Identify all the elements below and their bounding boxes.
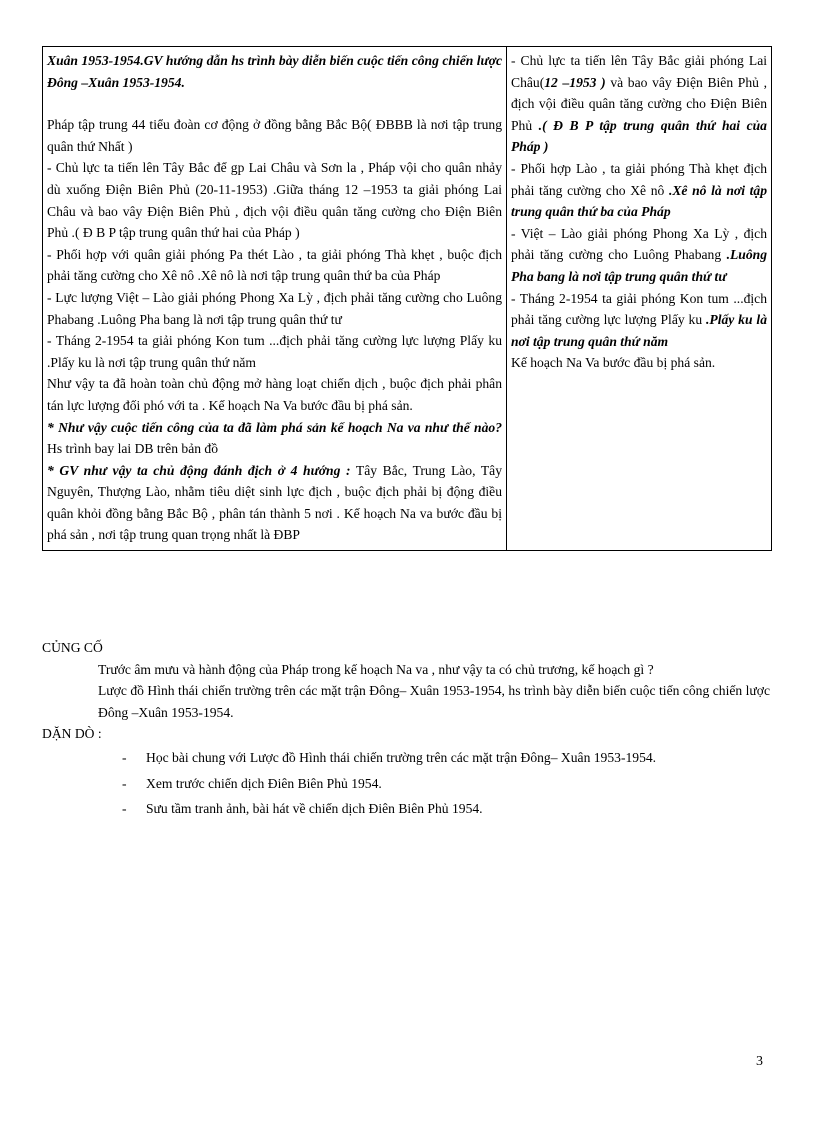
content-item: [511, 158, 767, 223]
content-emphasis: 12 –1953 ): [544, 74, 606, 90]
content-column: [507, 47, 772, 551]
lesson-table: [42, 46, 772, 551]
content-emphasis: .( Đ B P tập trung quân thứ hai của Pháp ): [511, 117, 767, 155]
paragraph: - Lực lượng Việt – Lào giải phóng Phong Xa Lỳ , địch phải tăng cường cho Luông Phabang .Luông Pha bang là nơi tập trung quân thứ tư: [47, 289, 502, 327]
list-item: [42, 773, 770, 795]
question-answer: Hs trình bay lai DB trên bản đồ: [47, 441, 219, 457]
bullet-dash: -: [122, 775, 127, 791]
content-text: - Việt – Lào giải phóng Phong Xa Lỳ , địch phải tăng cường cho Luông Phabang: [511, 225, 767, 263]
teacher-text: Tây Bắc, Trung Lào, Tây Nguyên, Thượng Lào, nhằm tiêu diệt sinh lực địch , buộc địch phải bị động điều quân khỏi đồng bằng Bắc Bộ , phân tán thành 5 nơi . Kế hoạch Na va bước đầu bị phá sản , nơi tập trung quan trọng nhất là ĐBP: [47, 462, 502, 543]
content-item: Kế hoạch Na Va bước đầu bị phá sản.: [511, 355, 716, 371]
content-text: - Chủ lực ta tiến lên Tây Bắc giải phóng Lai Châu(: [511, 53, 767, 90]
question-text: * Như vậy cuộc tiến công của ta đã làm phá sản kế hoạch Na va như thế nào?: [47, 419, 502, 435]
bullet-dash: -: [122, 749, 127, 765]
content-item: [511, 50, 767, 158]
content-item: [511, 288, 767, 353]
list-item: [42, 798, 770, 820]
content-text: - Tháng 2-1954 ta giải phóng Kon tum ...địch phải tăng cường lực lượng Plấy ku: [511, 290, 767, 328]
section-heading: Xuân 1953-1954.GV hướng dẫn hs trình bày diễn biến cuộc tiến công chiến lược Đông –Xuân 1953-1954.: [47, 53, 502, 90]
closing-sections: [42, 637, 770, 824]
content-emphasis: .Xê nô là nơi tập trung quân thứ ba của Pháp: [511, 182, 767, 220]
content-item: [511, 223, 767, 288]
bullet-dash: -: [122, 801, 127, 817]
table-row: [43, 47, 772, 551]
content-text: - Phối hợp Lào , ta giải phóng Thà khẹt địch phải tăng cường cho Xê nô: [511, 160, 767, 198]
dando-title: DẶN DÒ :: [42, 726, 102, 742]
paragraph: Như vậy ta đã hoàn toàn chủ động mở hàng loạt chiến dịch , buộc địch phải phân tán lực lượng đối phó với ta . Kế hoạch Na Va bước đầu bị phá sản.: [47, 376, 502, 413]
question-paragraph: [47, 417, 502, 460]
paragraph: - Phối hợp với quân giải phóng Pa thét Lào , ta giải phóng Thà khẹt , buộc địch phải tăng cường cho Xê nô .Xê nô là nơi tập trung quân thứ ba của Pháp: [47, 246, 502, 284]
paragraph: - Chủ lực ta tiến lên Tây Bắc để gp Lai Châu và Sơn la , Pháp vội cho quân nhảy dù xuống Điện Biên Phủ (20-11-1953) .Giữa tháng 12 –1953 ta giải phóng Lai Châu và bao vây Điện Biên Phủ , địch vội điều quân tăng cường cho Điện Biên Phủ .( Đ B P tập trung quân thứ hai của Pháp ): [47, 160, 502, 241]
list-item-text: Xem trước chiến dịch Điên Biên Phủ 1954.: [146, 775, 382, 791]
spacer: [47, 93, 502, 114]
cungco-line: Lược đồ Hình thái chiến trường trên các mặt trận Đông– Xuân 1953-1954, hs trình bày diễn biến cuộc tiến công chiến lược Đông –Xuân 1953-1954.: [98, 683, 770, 720]
paragraph: - Tháng 2-1954 ta giải phóng Kon tum ...địch phải tăng cường lực lượng Plấy ku .Plấy ku là nơi tập trung quân thứ năm: [47, 333, 502, 370]
content-emphasis: .Luông Pha bang là nơi tập trung quân thứ tư: [511, 247, 767, 284]
paragraph: Pháp tập trung 44 tiểu đoàn cơ động ở đồng bằng Bắc Bộ( ĐBBB là nơi tập trung quân thứ Nhất ): [47, 117, 502, 154]
list-item-text: Học bài chung với Lược đồ Hình thái chiến trường trên các mặt trận Đông– Xuân 1953-1954.: [146, 749, 657, 765]
cungco-title: CỦNG CỐ: [42, 640, 103, 655]
page-number: 3: [756, 1054, 763, 1069]
dando-list: [42, 747, 770, 820]
teacher-lead: * GV như vậy ta chủ động đánh địch ở 4 hướng :: [47, 462, 351, 478]
content-text: và bao vây Điện Biên Phủ , địch vội điều quân tăng cường cho Điện Biên Phủ: [511, 74, 767, 133]
teacher-paragraph: [47, 460, 502, 546]
list-item-text: Sưu tầm tranh ảnh, bài hát về chiến dịch Điên Biên Phủ 1954.: [146, 801, 483, 817]
cungco-line: Trước âm mưu và hành động của Pháp trong kế hoạch Na va , như vậy ta có chủ trương, kế hoạch gì ?: [98, 661, 654, 677]
activity-column: [43, 47, 507, 551]
list-item: [42, 747, 770, 769]
content-emphasis: .Plấy ku là nơi tập trung quân thứ năm: [511, 312, 767, 349]
